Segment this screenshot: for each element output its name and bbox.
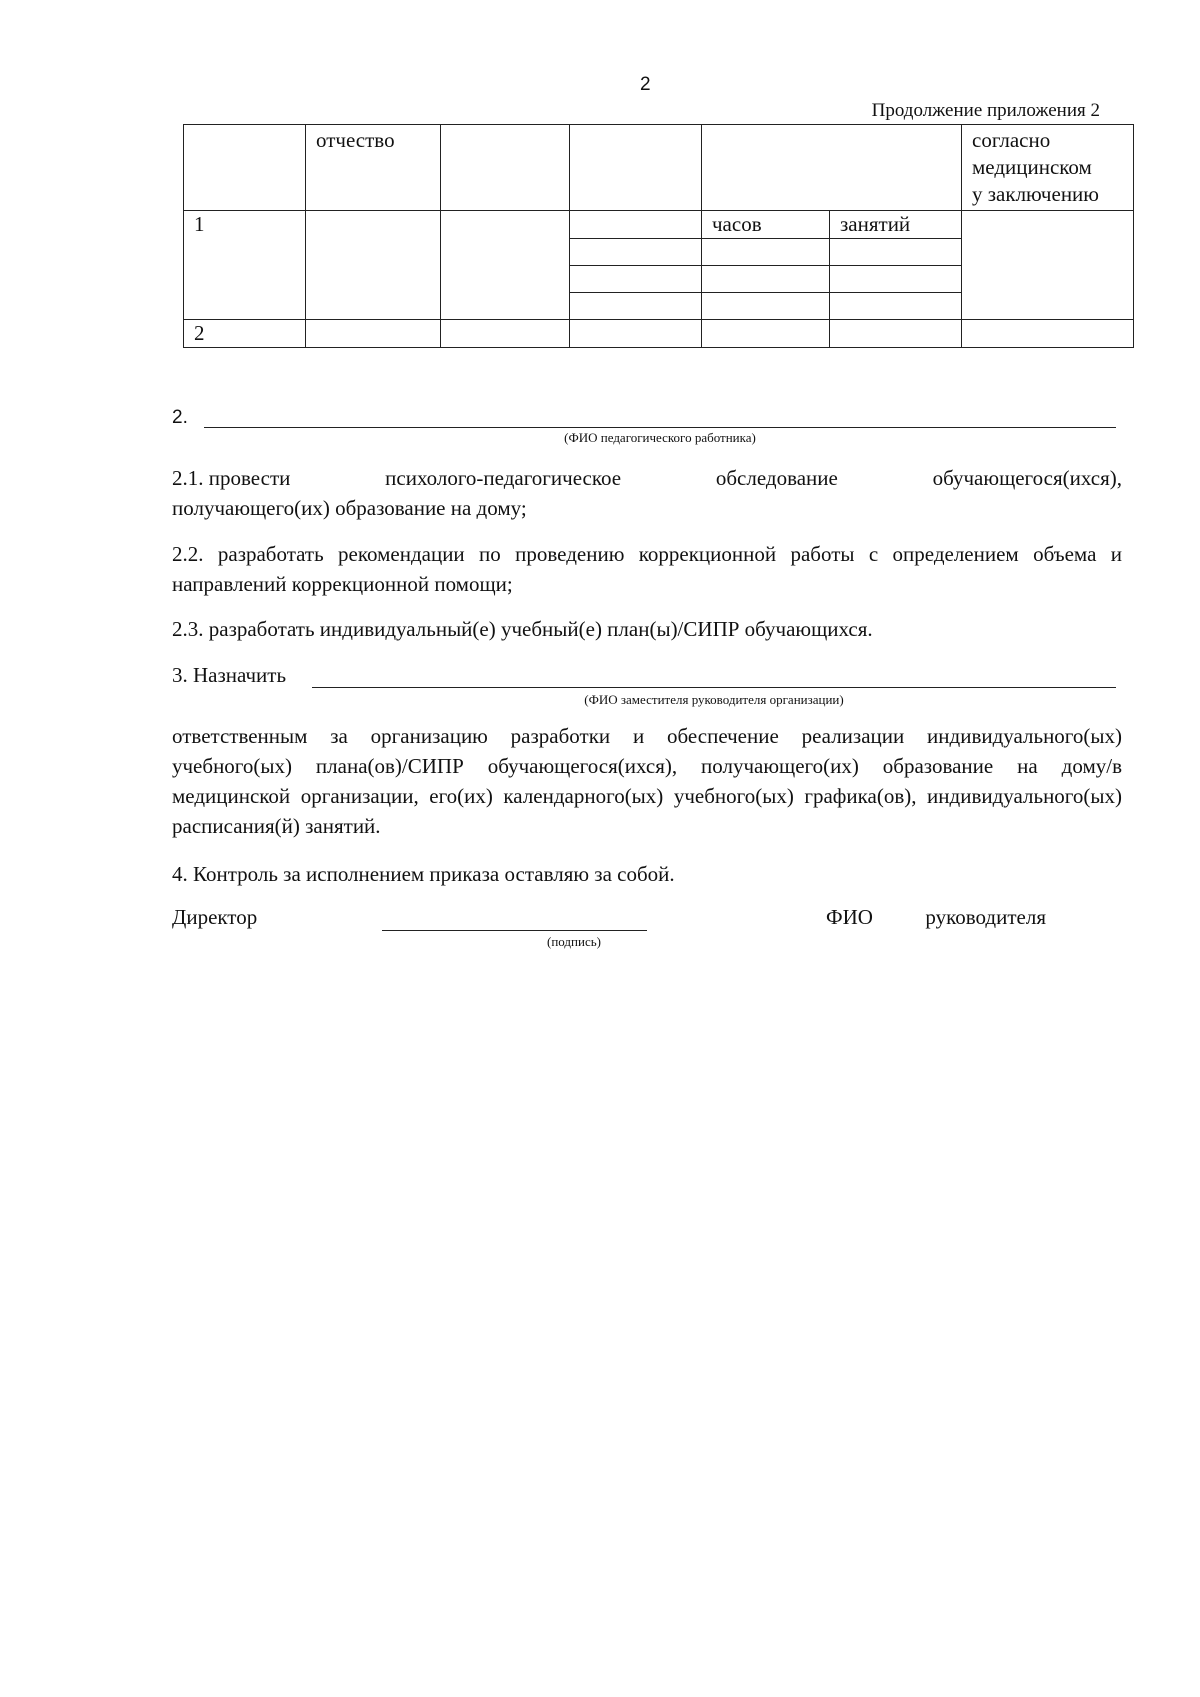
table-cell <box>570 293 702 320</box>
item-2-1 <box>172 463 1122 523</box>
section-4-text: 4. Контроль за исполнением приказа оставляю за собой. <box>172 862 675 886</box>
table-cell <box>702 211 830 239</box>
table-cell <box>830 320 962 348</box>
signature-line <box>382 930 647 931</box>
deputy-name-line <box>312 687 1116 688</box>
deputy-name-caption: (ФИО заместителя руководителя организации) <box>584 692 844 707</box>
lessons-label: занятий <box>840 212 911 236</box>
section-3-label: 3. Назначить <box>172 663 287 687</box>
item-2-1-word: обследование <box>715 466 838 490</box>
item-2-1-first-line <box>172 463 1122 493</box>
table-cell <box>830 211 962 239</box>
table-cell <box>962 125 1134 211</box>
page-number: 2 <box>640 74 651 95</box>
table-cell <box>570 125 702 211</box>
row-number: 1 <box>194 212 205 236</box>
table-cell <box>441 320 570 348</box>
section-4 <box>172 859 1122 889</box>
table-cell <box>702 266 830 293</box>
table-cell <box>702 239 830 266</box>
table-cell <box>830 239 962 266</box>
item-2-2 <box>172 539 1122 599</box>
director-name-word: ФИО <box>826 905 873 929</box>
table-cell <box>184 125 306 211</box>
item-2-1-word: психолого-педагогическое <box>385 466 622 490</box>
table-cell <box>702 293 830 320</box>
medical-header-line: у заключению <box>972 182 1099 206</box>
director-label: Директор <box>172 905 258 929</box>
table-cell <box>306 320 441 348</box>
patronymic-header: отчество <box>316 128 395 152</box>
item-2-1-second-line: получающего(их) образование на дому; <box>172 496 527 520</box>
table-cell <box>570 266 702 293</box>
item-2-3 <box>172 614 1122 644</box>
table-cell <box>830 266 962 293</box>
table-cell <box>441 211 570 320</box>
table-cell <box>962 211 1134 320</box>
table-row <box>184 320 1134 348</box>
medical-header-line: медицинском <box>972 155 1092 179</box>
director-name <box>826 905 1046 930</box>
table-cell <box>306 125 441 211</box>
director-name-word: руководителя <box>925 905 1046 929</box>
continuation-label: Продолжение приложения 2 <box>871 100 1100 121</box>
table-cell <box>702 125 962 211</box>
teacher-name-caption: (ФИО педагогического работника) <box>564 430 756 445</box>
table-cell <box>962 320 1134 348</box>
row-number-cell <box>184 320 306 348</box>
table-cell <box>570 239 702 266</box>
teacher-name-line <box>204 427 1116 428</box>
item-2-1-word: 2.1. провести <box>172 466 291 490</box>
item-2-2-text: 2.2. разработать рекомендации по проведению коррекционной работы с определением объема и направлений коррекционной помощи; <box>172 542 1122 596</box>
table-cell <box>702 320 830 348</box>
table-row <box>184 211 1134 239</box>
hours-label: часов <box>712 212 762 236</box>
section-2-number: 2. <box>172 407 188 428</box>
signature-caption: (подпись) <box>547 934 601 949</box>
medical-header-line: согласно <box>972 128 1051 152</box>
section-3-body-text: ответственным за организацию разработки и обеспечение реализации индивидуального(ых) учебного(ых) плана(ов)/СИПР обучающегося(ихся), получающего(их) образование на дому/в медицинской организации, его(их) календарного(ых) учебного(ых) графика(ов), индивидуального(ых) расписания(й) занятий. <box>172 724 1122 838</box>
table-cell <box>570 320 702 348</box>
table-header-row <box>184 125 1134 211</box>
row-number: 2 <box>194 321 205 345</box>
table-cell <box>830 293 962 320</box>
table-cell <box>441 125 570 211</box>
item-2-3-text: 2.3. разработать индивидуальный(е) учебный(е) план(ы)/СИПР обучающихся. <box>172 617 873 641</box>
section-3-body <box>172 721 1122 841</box>
annex-table <box>183 124 1134 348</box>
row-number-cell <box>184 211 306 320</box>
item-2-1-word: обучающегося(ихся), <box>932 466 1122 490</box>
table-cell <box>306 211 441 320</box>
table-cell <box>570 211 702 239</box>
